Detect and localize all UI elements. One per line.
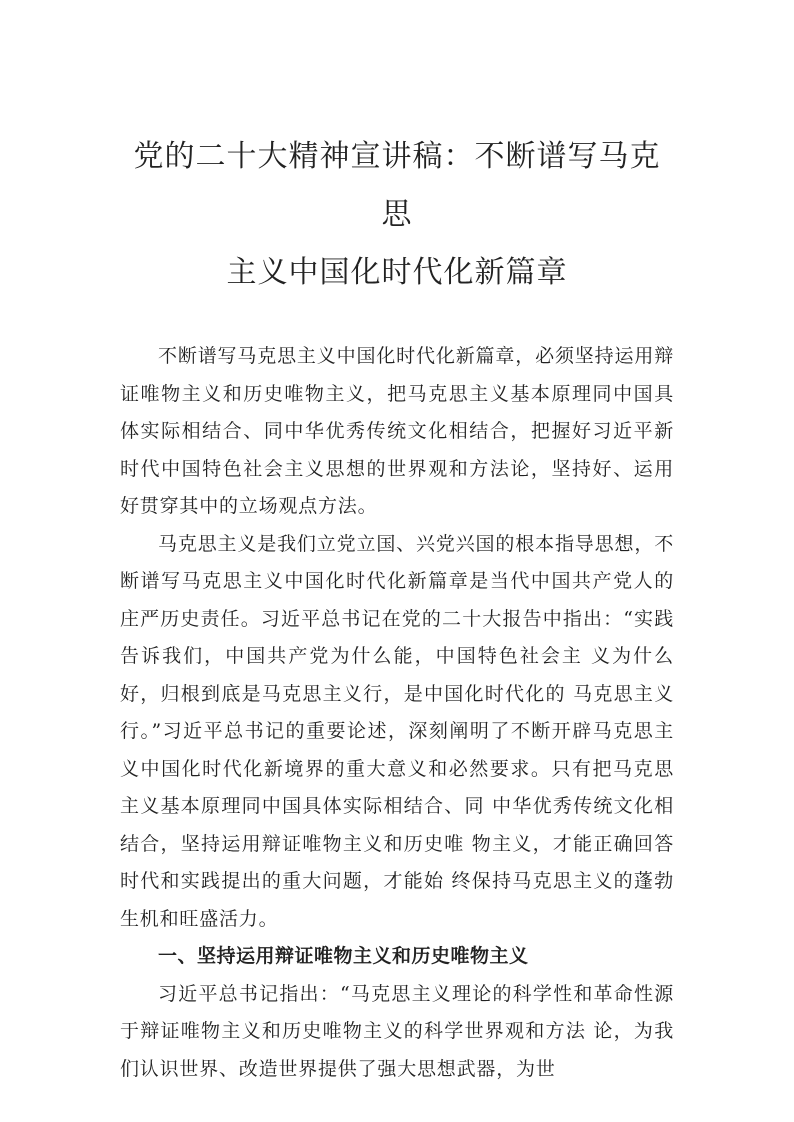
body-paragraph-2: 马克思主义是我们立党立国、兴党兴国的根本指导思想，不断谱写马克思主义中国化时代化新篇章是当代中国共产党人的庄严历史责任。习近平总书记在党的二十大报告中指出：“实践告诉我们，中国共产党为什么能，中国特色社会主 义为什么好，归根到底是马克思主义行，是中国化时代化的 马克思主义行。”习近平总书记的重要论述，深刻阐明了不断开辟马克思主义中国化时代化新境界的重大意义和必然要求。只有把马克思主义基本原理同中国具体实际相结合、同 中华优秀传统文化相结合，坚持运用辩证唯物主义和历史唯 物主义，才能正确回答时代和实践提出的重大问题，才能始 终保持马克思主义的蓬勃生机和旺盛活力。 <box>120 532 674 930</box>
title-line-1: 党的二十大精神宣讲稿：不断谱写马克思 <box>133 139 661 232</box>
body-paragraph-1: 不断谱写马克思主义中国化时代化新篇章，必须坚持运用辩证唯物主义和历史唯物主义，把马克思主义基本原理同中国具体实际相结合、同中华优秀传统文化相结合，把握好习近平新时代中国特色社会主义思想的世界观和方法论，坚持好、运用好贯穿其中的立场观点方法。 <box>120 345 674 517</box>
document-title <box>120 128 674 302</box>
title-line-2: 主义中国化时代化新篇章 <box>226 255 568 290</box>
section-heading: 一、坚持运用辩证唯物主义和历史唯物主义 <box>158 945 529 967</box>
section-paragraph: 习近平总书记指出：“马克思主义理论的科学性和革命性源于辩证唯物主义和历史唯物主义的科学世界观和方法 论，为我们认识世界、改造世界提供了强大思想武器，为世 <box>120 982 674 1080</box>
